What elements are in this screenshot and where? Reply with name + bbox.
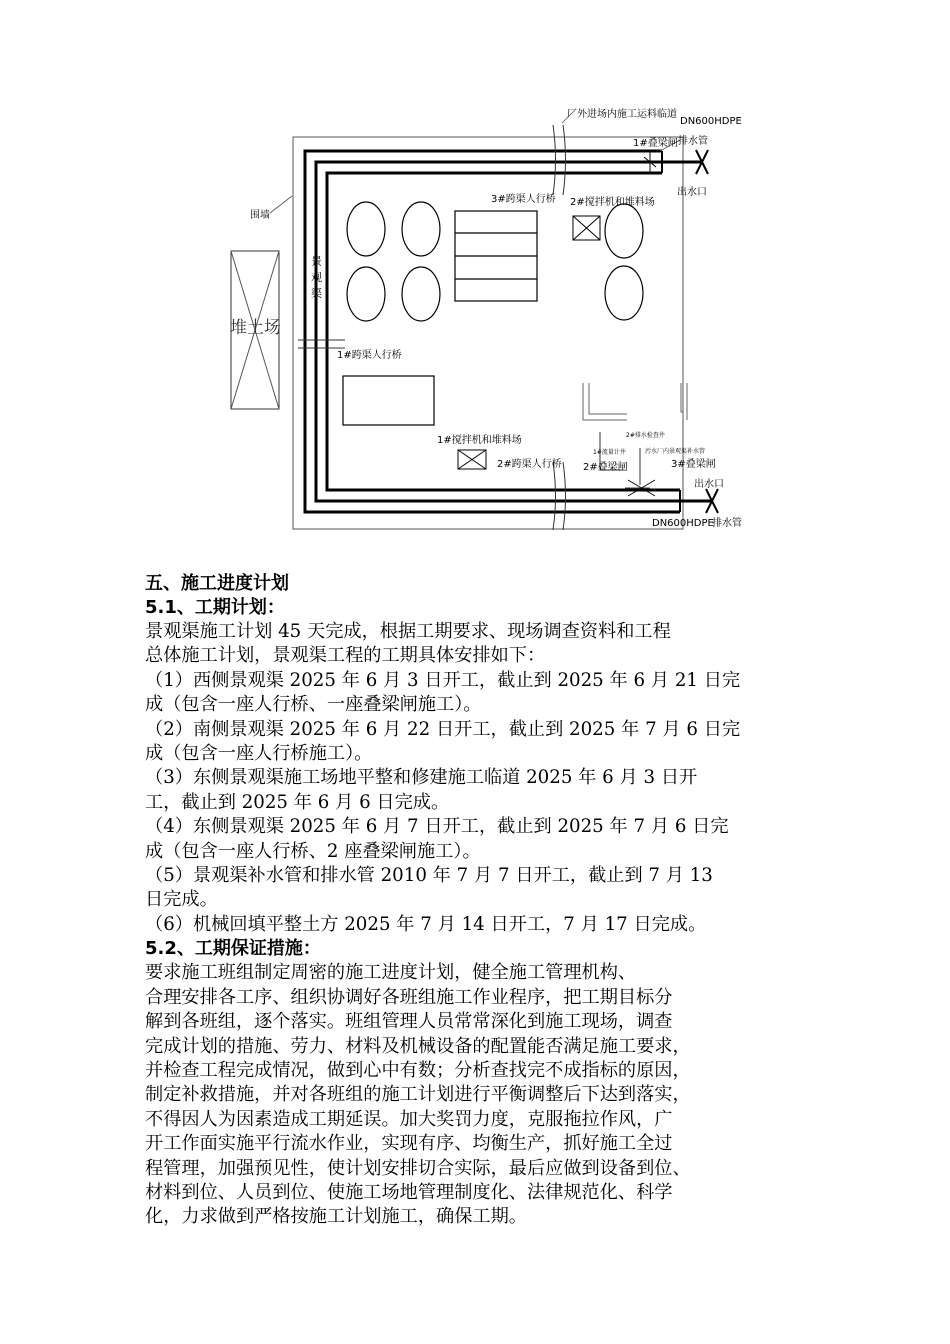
canal-char-3: 渠 (311, 287, 322, 300)
tanks (347, 202, 643, 321)
guarantee-line: 完成计划的措施、劳力、材料及机械设备的配置能否满足施工要求， (145, 1035, 691, 1057)
outlet-top-label: 出水口 (677, 187, 707, 198)
canal-label (311, 255, 326, 300)
wall-label: 围墙 (250, 210, 270, 221)
gate-3-label: 3#叠梁闸 (671, 459, 716, 470)
schedule-line: （6）机械回填平整土方 2025 年 7 月 14 日开工，7 月 17 日完成。 (145, 913, 707, 935)
guarantee-line: 开工作面实施平行流水作业，实现有序、均衡生产，抓好施工全过 (145, 1133, 673, 1155)
site-plan-diagram (0, 0, 950, 560)
guarantee-line: 化，力求做到严格按施工计划施工，确保工期。 (145, 1206, 527, 1228)
schedule-line: （5）景观渠补水管和排水管 2010 年 7 月 7 日开工，截止到 7 月 13 (145, 865, 713, 887)
schedule-heading: 5.1、工期计划： (145, 597, 285, 618)
schedule-line: （4）东侧景观渠 2025 年 6 月 7 日开工，截止到 2025 年 7 月 6 日完 (145, 816, 729, 838)
mixer-2-label: 2#搅拌机和堆料场 (570, 197, 655, 208)
guarantee-line: 制定补救措施，并对各班组的施工计划进行平衡调整后下达到落实， (145, 1084, 691, 1106)
guarantee-line: 合理安排各工序、组织协调好各班组施工作业程序，把工期目标分 (145, 986, 673, 1008)
schedule-line: 工，截止到 2025 年 6 月 6 日完成。 (145, 791, 450, 813)
mixer-2-box (573, 216, 600, 240)
canal-char-2: 观 (311, 271, 322, 284)
guarantee-line: 不得因人为因素造成工期延误。加大奖罚力度，克服拖拉作风，广 (145, 1108, 673, 1130)
schedule-line: 成（包含一座人行桥、一座叠梁闸施工）。 (145, 694, 482, 716)
section-title: 五、施工进度计划 (145, 573, 289, 594)
office-block (343, 376, 434, 425)
guarantee-line: 并检查工程完成情况，做到心中有数；分析查找完不成指标的原因， (145, 1059, 691, 1081)
mixer-1-label: 1#搅拌机和堆料场 (437, 435, 522, 446)
bridge-2-label: 2#跨渠人行桥 (497, 459, 562, 470)
bridge-3-label: 3#跨渠人行桥 (491, 194, 556, 205)
guarantee-line: 解到各班组，逐个落实。班组管理人员常常深化到施工现场，调查 (145, 1011, 673, 1033)
mixer-1-box (458, 450, 486, 469)
schedule-line: （1）西侧景观渠 2025 年 6 月 3 日开工，截止到 2025 年 6 月 21 日完 (145, 669, 741, 691)
guarantee-line: 材料到位、人员到位、使施工场地管理制度化、法律规范化、科学 (145, 1181, 673, 1203)
canal-char-1: 景 (311, 255, 322, 268)
inner-walls (583, 383, 687, 420)
small-label-2: 1#流量计井 (593, 449, 626, 456)
drain-pipe-bottom-label: 排水管 (712, 518, 742, 529)
bridge-1-label: 1#跨渠人行桥 (337, 350, 402, 361)
building-block (455, 211, 537, 301)
document-body (145, 572, 825, 1230)
schedule-line: （2）南侧景观渠 2025 年 6 月 22 日开工，截止到 2025 年 7 月 6 日完 (145, 718, 741, 740)
schedule-line: 景观渠施工计划 45 天完成，根据工期要求、现场调查资料和工程 (145, 621, 671, 642)
schedule-line: 总体施工计划，景观渠工程的工期具体安排如下： (145, 645, 546, 667)
outlet-bottom-label: 出水口 (694, 479, 724, 490)
gate-1-label: 1#叠梁闸 (633, 138, 678, 149)
guarantee-heading: 5.2、工期保证措施： (145, 938, 321, 960)
pipe-bottom-label: DN600HDPE (652, 518, 714, 529)
drain-pipe-top-label: 排水管 (678, 136, 708, 147)
schedule-line: 成（包含一座人行桥施工）。 (145, 743, 373, 765)
spoil-yard-label: 堆土场 (230, 318, 281, 338)
small-label-3: 污水厂内景观渠补水管 (645, 448, 706, 455)
temp-road-label: 厂外进场内施工运料临道 (567, 109, 677, 120)
pipe-top-label: DN600HDPE (680, 116, 742, 127)
schedule-line: 日完成。 (145, 889, 218, 911)
schedule-paragraphs (145, 620, 825, 937)
small-label-1: 2#排水检查井 (626, 432, 665, 439)
schedule-line: （3）东侧景观渠施工场地平整和修建施工临道 2025 年 6 月 3 日开 (145, 767, 698, 789)
guarantee-paragraph (145, 961, 825, 1229)
gate-2-label: 2#叠梁闸 (583, 462, 628, 473)
guarantee-line: 程管理，加强预见性，使计划安排切合实际，最后应做到设备到位、 (145, 1157, 691, 1179)
schedule-line: 成（包含一座人行桥、2 座叠梁闸施工）。 (145, 840, 481, 862)
guarantee-line: 要求施工班组制定周密的施工进度计划，健全施工管理机构、 (145, 962, 637, 984)
